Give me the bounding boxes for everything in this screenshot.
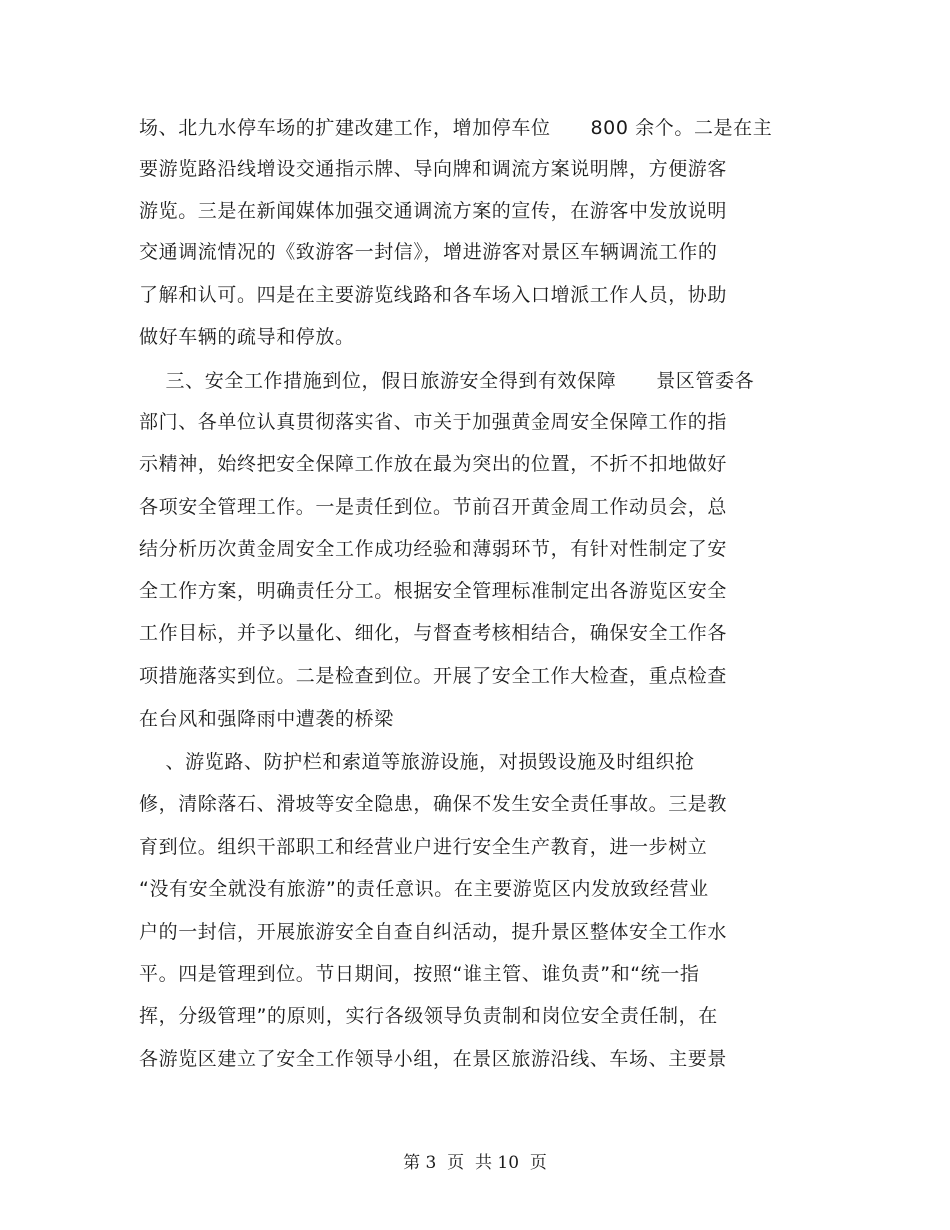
text-line-6: 做好车辆的疏导和停放。: [139, 326, 355, 348]
text-line-9: 示精神，始终把安全保障工作放在最为突出的位置，不折不扣地做好: [139, 453, 728, 475]
text-line-10: 各项安全管理工作。一是责任到位。节前召开黄金周工作动员会，总: [139, 496, 728, 518]
text-line-22: 挥，分级管理”的原则，实行各级领导负责制和岗位安全责任制，在: [139, 1005, 718, 1027]
text-line-17: 修，清除落石、滑坡等安全隐患，确保不发生安全责任事故。三是教: [139, 793, 728, 815]
text-line-21: 平。四是管理到位。节日期间，按照“谁主管、谁负责”和“统一指: [139, 963, 700, 985]
text-line-20: 户的一封信，开展旅游安全自查自纠活动，提升景区整体安全工作水: [139, 921, 728, 943]
text-line-8: 部门、各单位认真贯彻落实省、市关于加强黄金周安全保障工作的指: [139, 411, 728, 433]
text-line-23: 各游览区建立了安全工作领导小组，在景区旅游沿线、车场、主要景: [139, 1048, 728, 1070]
text-line-15: 在台风和强降雨中遭袭的桥梁: [139, 708, 394, 730]
text-line-3: 游览。三是在新闻媒体加强交通调流方案的宣传，在游客中发放说明: [139, 200, 728, 222]
text-line-14: 项措施落实到位。二是检查到位。开展了安全工作大检查，重点检查: [139, 665, 728, 687]
text-line-12: 全工作方案，明确责任分工。根据安全管理标准制定出各游览区安全: [139, 580, 728, 602]
text-line-7: 三、安全工作措施到位，假日旅游安全得到有效保障 景区管委各: [139, 370, 755, 392]
text-line-13: 工作目标，并予以量化、细化，与督查考核相结合，确保安全工作各: [139, 622, 728, 644]
text-line-1: 场、北九水停车场的扩建改建工作，增加停车位 800 余个。二是在主: [139, 117, 773, 139]
text-line-19: “没有安全就没有旅游”的责任意识。在主要游览区内发放致经营业: [139, 878, 709, 900]
text-line-4: 交通调流情况的《致游客一封信》，增进游客对景区车辆调流工作的: [139, 241, 718, 263]
text-line-5: 了解和认可。四是在主要游览线路和各车场入口增派工作人员，协助: [139, 284, 728, 306]
page-number-footer: 第 3 页 共 10 页: [403, 1153, 547, 1173]
text-line-16: 、游览路、防护栏和索道等旅游设施，对损毁设施及时组织抢: [139, 751, 695, 773]
text-line-11: 结分析历次黄金周安全工作成功经验和薄弱环节，有针对性制定了安: [139, 538, 728, 560]
text-line-18: 育到位。组织干部职工和经营业户进行安全生产教育，进一步树立: [139, 836, 708, 858]
text-line-2: 要游览路沿线增设交通指示牌、导向牌和调流方案说明牌，方便游客: [139, 158, 728, 180]
